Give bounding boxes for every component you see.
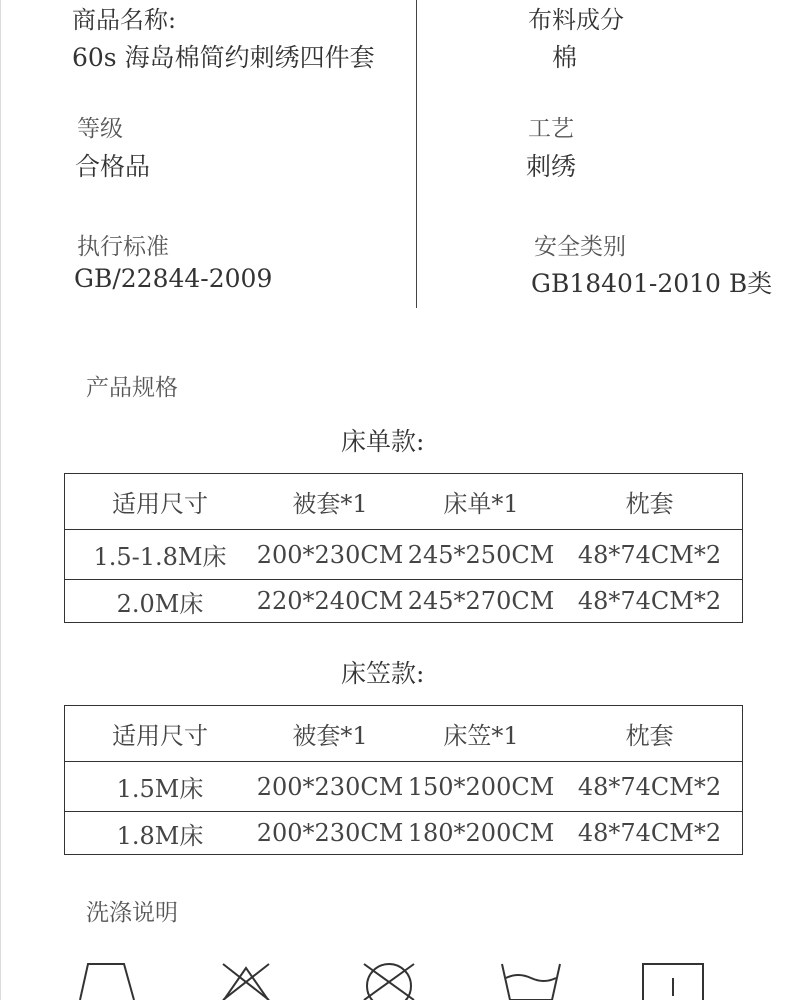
table-cell: 220*240CM (255, 580, 405, 623)
header-cell: 被套*1 (255, 706, 405, 762)
line-dry-icon (642, 960, 704, 1000)
table-cell: 48*74CM*2 (557, 762, 743, 812)
table-header-row (65, 474, 743, 530)
header-cell: 适用尺寸 (65, 706, 256, 762)
do-not-tumble-dry-icon (358, 960, 420, 1000)
table-cell: 180*200CM (405, 812, 557, 855)
product-name-label: 商品名称: (72, 6, 177, 34)
standard-label: 执行标准 (77, 234, 169, 260)
table-cell: 48*74CM*2 (557, 580, 743, 623)
table-row (65, 812, 743, 855)
table-cell: 200*230CM (255, 530, 405, 580)
table-cell: 245*270CM (405, 580, 557, 623)
grade-value: 合格品 (75, 152, 151, 181)
table-cell: 1.8M床 (65, 812, 256, 855)
table-row (65, 530, 743, 580)
craft-value: 刺绣 (526, 152, 577, 181)
grade-label: 等级 (77, 116, 123, 142)
header-cell: 床单*1 (405, 474, 557, 530)
table-row (65, 580, 743, 623)
table-cell: 150*200CM (405, 762, 557, 812)
fitted-spec-table (64, 705, 743, 855)
table-cell: 48*74CM*2 (557, 530, 743, 580)
header-cell: 被套*1 (255, 474, 405, 530)
table-cell: 1.5M床 (65, 762, 256, 812)
table-cell: 200*230CM (255, 812, 405, 855)
attribute-divider (416, 0, 417, 308)
hand-wash-icon (500, 960, 562, 1000)
table-cell: 200*230CM (255, 762, 405, 812)
iron-icon (78, 960, 136, 1000)
fabric-label: 布料成分 (528, 6, 624, 34)
wash-section-title: 洗涤说明 (86, 900, 178, 926)
fitted-style-title: 床笠款: (341, 659, 425, 688)
standard-value: GB/22844-2009 (74, 264, 273, 293)
fabric-value: 棉 (552, 43, 578, 72)
header-cell: 枕套 (557, 474, 743, 530)
spec-section-title: 产品规格 (86, 375, 178, 401)
header-cell: 枕套 (557, 706, 743, 762)
table-cell: 245*250CM (405, 530, 557, 580)
header-cell: 床笠*1 (405, 706, 557, 762)
table-row (65, 762, 743, 812)
header-cell: 适用尺寸 (65, 474, 256, 530)
sheet-spec-table (64, 473, 743, 623)
table-cell: 48*74CM*2 (557, 812, 743, 855)
safety-label: 安全类别 (534, 234, 626, 260)
page-left-edge (0, 0, 1, 1000)
table-header-row (65, 706, 743, 762)
table-cell: 2.0M床 (65, 580, 256, 623)
product-name-value: 60s 海岛棉简约刺绣四件套 (72, 43, 375, 72)
table-cell: 1.5-1.8M床 (65, 530, 256, 580)
craft-label: 工艺 (528, 116, 574, 142)
do-not-bleach-icon (217, 960, 275, 1000)
safety-value: GB18401-2010 B类 (531, 269, 773, 298)
sheet-style-title: 床单款: (341, 427, 425, 456)
